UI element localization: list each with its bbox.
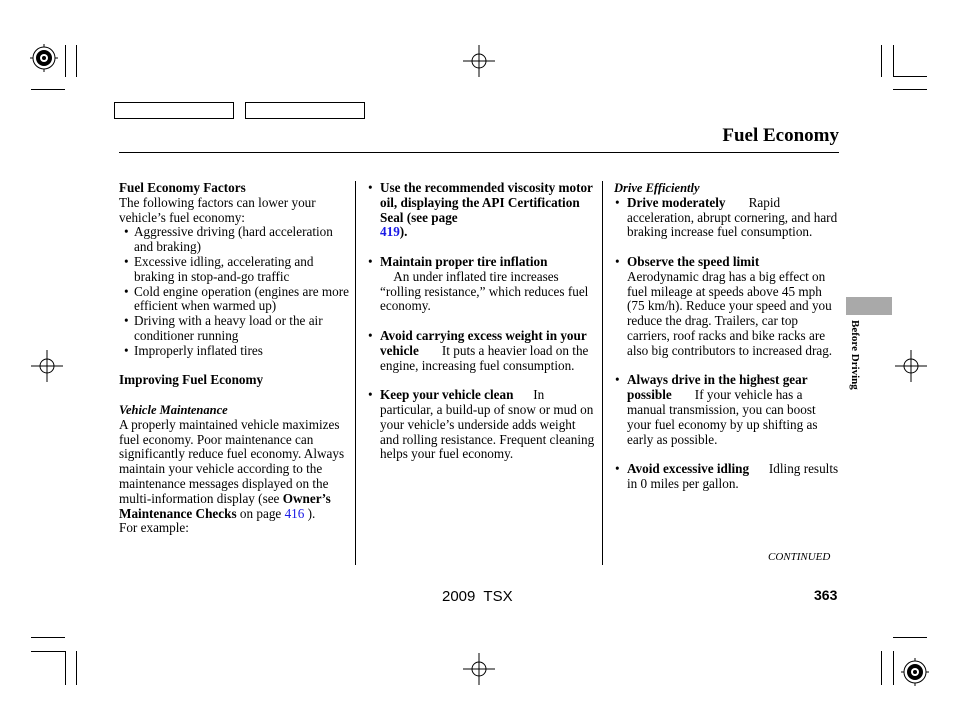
page-link-419[interactable]: 419 [380,224,400,240]
clean-text: In particular, a build-up of snow or mud on your vehicle’s underside adds weight and rolling resistance. Frequent cleaning helps your fuel economy. [380,387,595,462]
list-item [367,255,595,314]
idle-text: Idling results in 0 miles per gallon. [627,461,839,491]
list-item: • Improperly inflated tires [119,344,349,359]
gear-heading: Always drive in the highest gear possible [627,372,808,403]
oil-text: Use the recommended viscosity motor oil, displaying the API Certification Seal (see page [380,180,593,225]
crop-mark [31,89,65,90]
list-item [614,196,840,240]
column-3 [614,181,840,492]
crop-mark [76,651,77,685]
gear-text: If your vehicle has a manual transmission, you can boost your fuel economy by up shifting as early as possible. [627,387,818,447]
registration-mark-icon [463,45,495,77]
speed-text: Aerodynamic drag has a big effect on fuel mileage at speeds above 45 mph (75 km/h). Reduce your speed and you reduce the drag. Trailers, car top carriers, roof racks and bike racks are also big contributors to increased drag. [627,268,833,358]
color-target-icon [901,658,929,686]
list-item [614,373,840,447]
list-item [367,329,595,373]
column-1 [119,181,349,536]
column-divider [355,181,356,565]
crop-mark [893,89,927,90]
weight-heading: Avoid carrying excess weight in your vehicle [380,327,587,358]
maintenance-example: For example: [119,520,189,536]
crop-mark [65,45,66,77]
list-item [614,462,840,492]
list-item: • Driving with a heavy load or the air conditioner running [119,314,349,344]
column-divider [602,181,603,565]
list-item: • Aggressive driving (hard acceleration and braking) [119,225,349,255]
idle-heading: Avoid excessive idling [627,461,750,477]
crop-mark [881,651,882,685]
moderate-heading: Drive moderately [627,194,726,210]
crop-mark [893,45,894,77]
page-title: Fuel Economy [722,125,839,146]
crop-mark [31,637,65,638]
tire-heading: Maintain proper tire inflation [380,253,548,269]
oil-end: ). [399,224,408,240]
factors-heading: Fuel Economy Factors [119,180,246,195]
page-link-416[interactable]: 416 [284,505,305,521]
factors-intro: The following factors can lower your vehicle’s fuel economy: [119,194,316,225]
section-tab-label: Before Driving [849,320,861,390]
list-item: • Excessive idling, accelerating and braking in stop-and-go traffic [119,255,349,285]
crop-mark [31,651,65,652]
nav-tab-box[interactable] [245,102,365,119]
list-item [367,181,595,240]
maintenance-end: ). [307,505,316,521]
registration-mark-icon [31,350,63,382]
crop-mark [893,637,927,638]
nav-tab-box[interactable] [114,102,234,119]
list-item [614,255,840,359]
registration-mark-icon [463,653,495,685]
crop-mark [65,651,66,685]
continued-label: CONTINUED [768,551,831,563]
column-2 [367,181,595,462]
title-rule [119,152,839,153]
improving-heading: Improving Fuel Economy [119,372,264,388]
page-number: 363 [814,587,838,603]
maintenance-ref: Owner’s Maintenance Checks [119,490,331,521]
list-item [367,388,595,462]
maintenance-heading: Vehicle Maintenance [119,402,228,417]
crop-mark [881,45,882,77]
footer-model: 2009 TSX [442,588,513,605]
maintenance-paragraph [119,418,349,522]
registration-mark-icon [895,350,927,382]
tire-text: An under inflated tire increases “rolling resistance,” which reduces fuel economy. [380,268,589,314]
clean-heading: Keep your vehicle clean [380,387,514,403]
crop-mark [76,45,77,77]
section-tab[interactable] [846,297,892,315]
speed-heading: Observe the speed limit [627,253,760,269]
weight-text: It puts a heavier load on the engine, increasing fuel consumption. [380,342,589,373]
drive-heading: Drive Efficiently [614,181,700,195]
maintenance-text: A properly maintained vehicle maximizes fuel economy. Poor maintenance can significantly reduce fuel economy. Always maintain your vehicle according to the maintenance messages displayed on the multi-information display (see [119,416,345,506]
crop-mark [893,651,894,685]
crop-mark [893,76,927,77]
color-target-icon [30,44,58,72]
moderate-text: Rapid acceleration, abrupt cornering, and hard braking increase fuel consumption. [627,194,838,240]
list-item: • Cold engine operation (engines are more efficient when warmed up) [119,285,349,315]
on-page-text: on page [239,505,282,521]
